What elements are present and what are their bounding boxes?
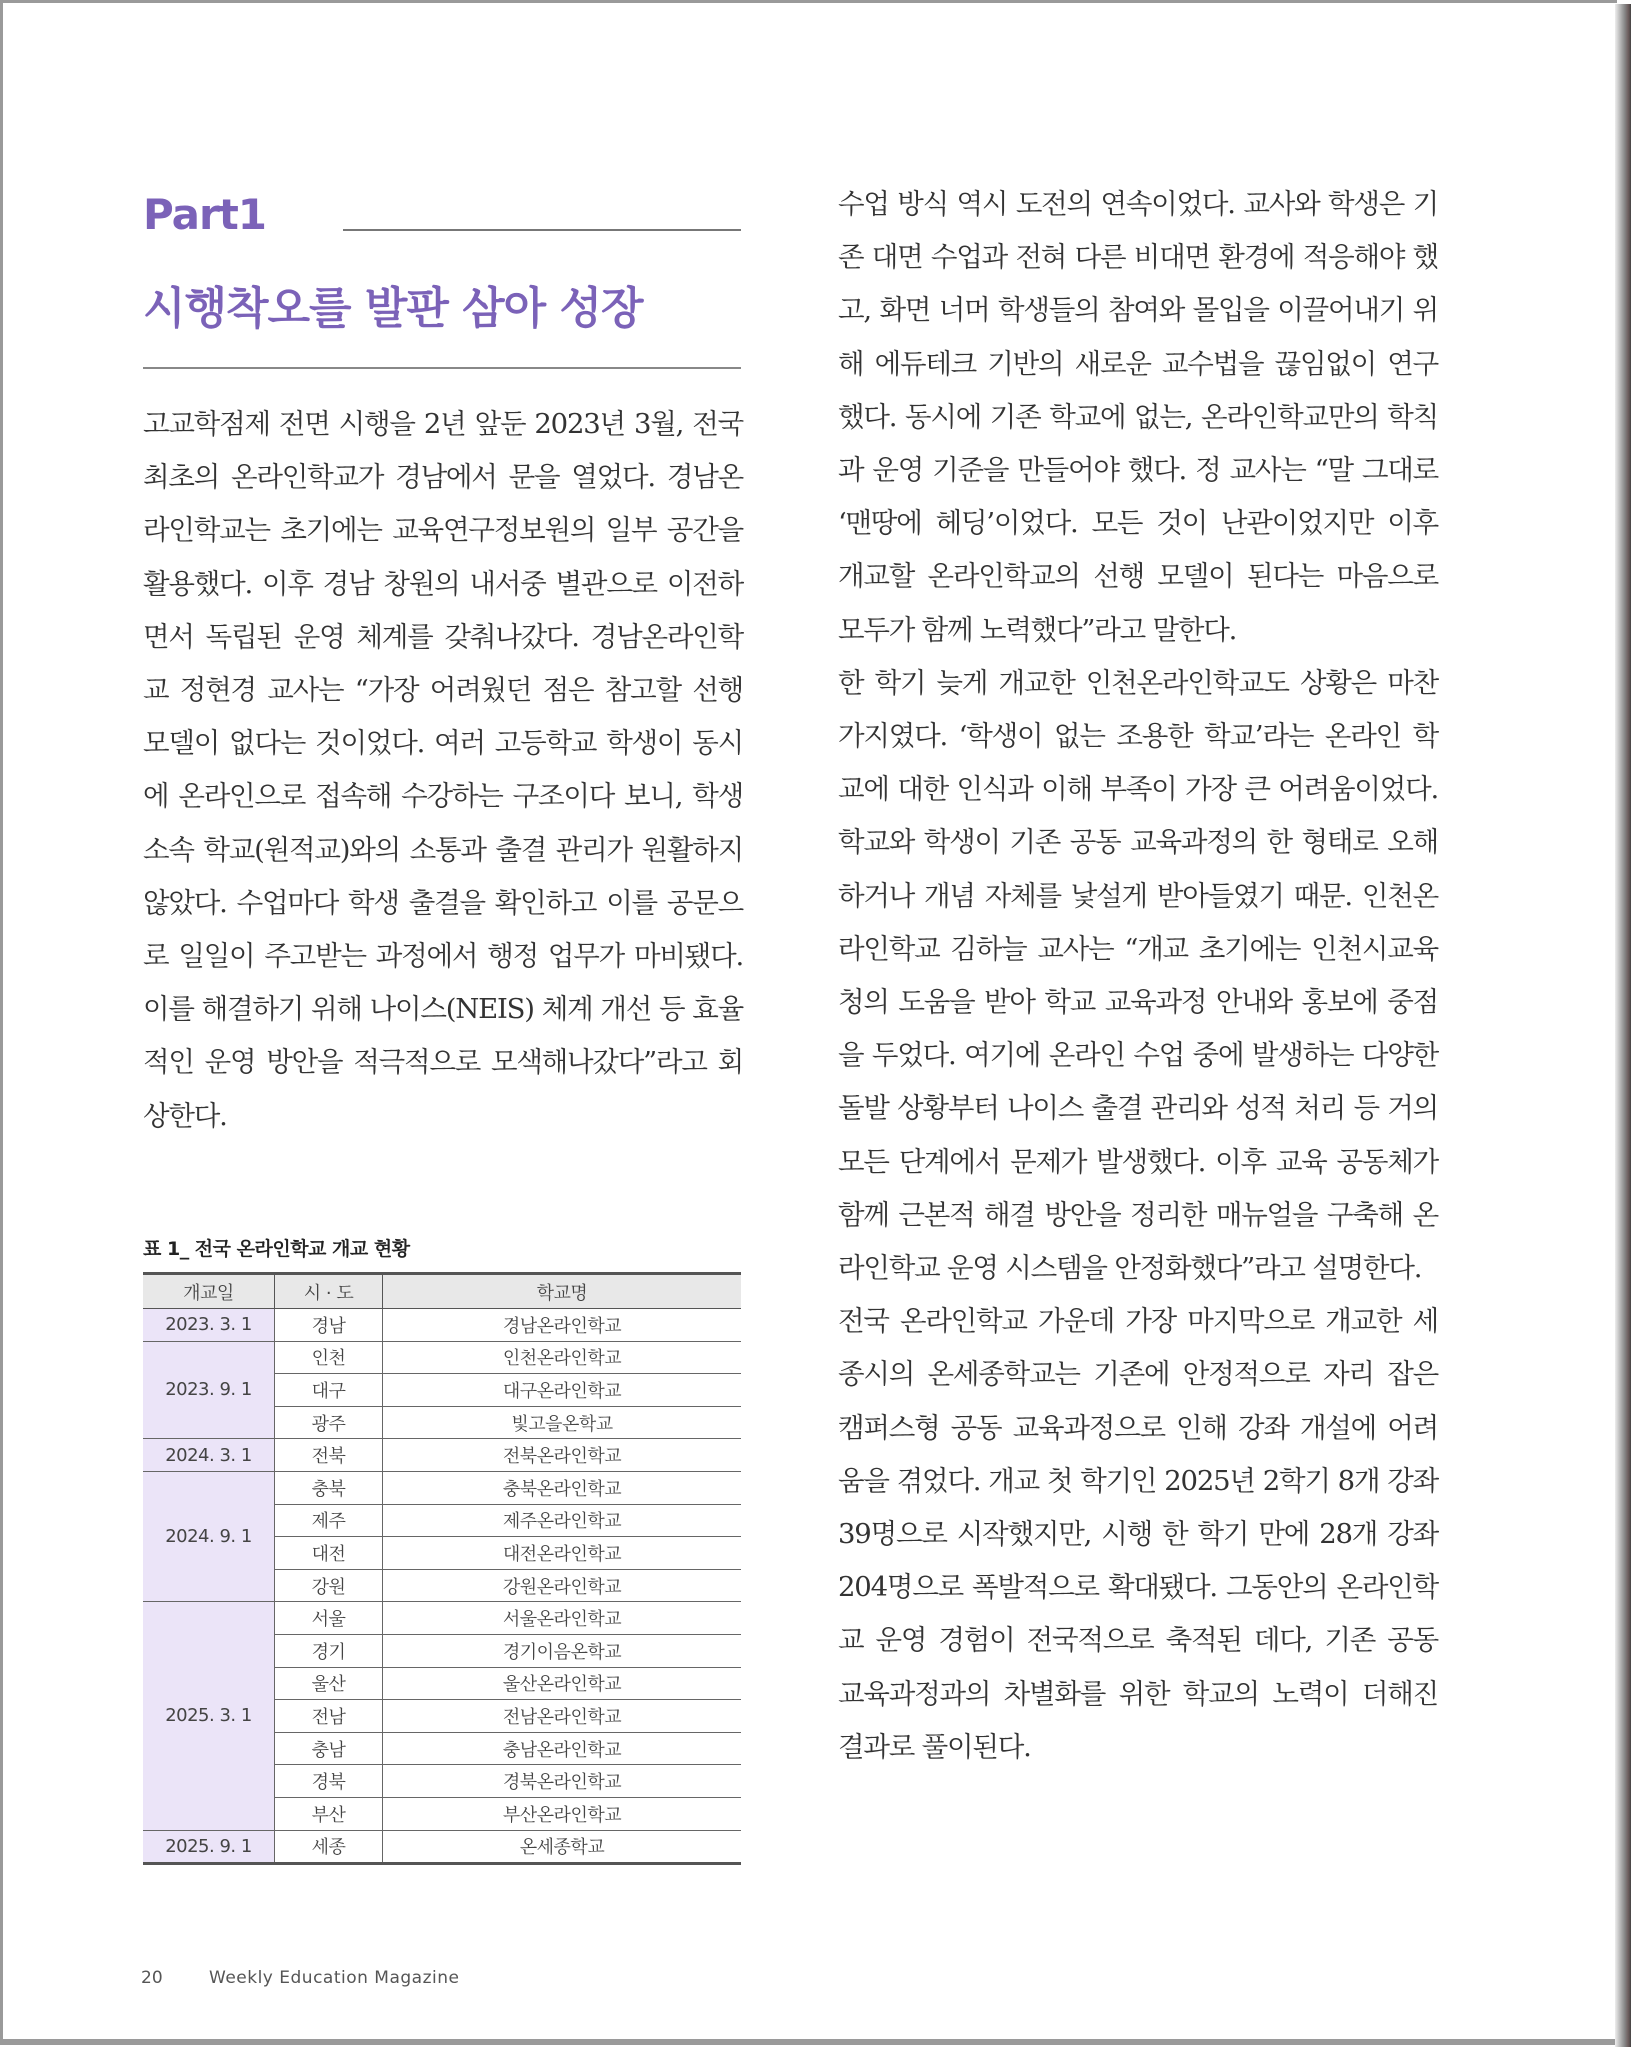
- cell-school: 온세종학교: [383, 1830, 742, 1864]
- cell-region: 경기: [275, 1634, 383, 1667]
- heading-rule: [343, 229, 741, 231]
- cell-region: 경북: [275, 1765, 383, 1798]
- cell-school: 인천온라인학교: [383, 1341, 742, 1374]
- cell-region: 제주: [275, 1504, 383, 1537]
- cell-school: 경기이음온학교: [383, 1634, 742, 1667]
- cell-school: 제주온라인학교: [383, 1504, 742, 1537]
- table-row: [143, 1471, 741, 1504]
- cell-school: 서울온라인학교: [383, 1602, 742, 1635]
- magazine-name: Weekly Education Magazine: [209, 1968, 460, 1988]
- cell-region: 대전: [275, 1537, 383, 1570]
- cell-date: 2023. 9. 1: [143, 1341, 275, 1439]
- header-school: 학교명: [383, 1274, 742, 1309]
- cell-date: 2024. 9. 1: [143, 1471, 275, 1601]
- cell-date: 2025. 3. 1: [143, 1602, 275, 1830]
- cell-school: 전남온라인학교: [383, 1700, 742, 1733]
- cell-date: 2024. 3. 1: [143, 1439, 275, 1472]
- cell-region: 강원: [275, 1569, 383, 1602]
- table-row: [143, 1309, 741, 1342]
- paragraph: 수업 방식 역시 도전의 연속이었다. 교사와 학생은 기존 대면 수업과 전혀 다른 비대면 환경에 적응해야 했고, 화면 너머 학생들의 참여와 몰입을 이끌어내기 위해 에듀테크 기반의 새로운 교수법을 끊임없이 연구했다. 동시에 기존 학교에 없는, 온라인학교만의 학칙과 운영 기준을 만들어야 했다. 정 교사는 “말 그대로 ‘맨땅에 헤딩’이었다. 모든 것이 난관이었지만 이후 개교할 온라인학교의 선행 모델이 된다는 마음으로 모두가 함께 노력했다”라고 말한다.: [838, 188, 1438, 646]
- table-header-row: [143, 1274, 741, 1309]
- cell-school: 빛고을온학교: [383, 1406, 742, 1439]
- cell-school: 경남온라인학교: [383, 1309, 742, 1342]
- cell-school: 울산온라인학교: [383, 1667, 742, 1700]
- table-row: [143, 1830, 741, 1864]
- cell-region: 울산: [275, 1667, 383, 1700]
- cell-region: 대구: [275, 1374, 383, 1407]
- paragraph: 고교학점제 전면 시행을 2년 앞둔 2023년 3월, 전국 최초의 온라인학교가 경남에서 문을 열었다. 경남온라인학교는 초기에는 교육연구정보원의 일부 공간을 활용했다. 이후 경남 창원의 내서중 별관으로 이전하면서 독립된 운영 체계를 갖춰나갔다. 경남온라인학교 정현경 교사는 “가장 어려웠던 점은 참고할 선행 모델이 없다는 것이었다. 여러 고등학교 학생이 동시에 온라인으로 접속해 수강하는 구조이다 보니, 학생 소속 학교(원적교)와의 소통과 출결 관리가 원활하지 않았다. 수업마다 학생 출결을 확인하고 이를 공문으로 일일이 주고받는 과정에서 행정 업무가 마비됐다. 이를 해결하기 위해 나이스(NEIS) 체계 개선 등 효율적인 운영 방안을 적극적으로 모색해나갔다”라고 회상한다.: [143, 408, 743, 1132]
- left-column: [143, 398, 743, 1143]
- part-label: Part1: [143, 190, 267, 239]
- cell-region: 전남: [275, 1700, 383, 1733]
- cell-region: 충북: [275, 1471, 383, 1504]
- cell-region: 전북: [275, 1439, 383, 1472]
- cell-region: 인천: [275, 1341, 383, 1374]
- title-rule: [143, 367, 741, 369]
- cell-school: 대구온라인학교: [383, 1374, 742, 1407]
- cell-region: 세종: [275, 1830, 383, 1864]
- cell-region: 광주: [275, 1406, 383, 1439]
- cell-school: 충북온라인학교: [383, 1471, 742, 1504]
- right-column: [838, 178, 1438, 1774]
- page-edge-shadow: [1615, 4, 1631, 2047]
- header-date: 개교일: [143, 1274, 275, 1309]
- paragraph: 한 학기 늦게 개교한 인천온라인학교도 상황은 마찬가지였다. ‘학생이 없는 조용한 학교’라는 온라인 학교에 대한 인식과 이해 부족이 가장 큰 어려움이었다. 학교와 학생이 기존 공동 교육과정의 한 형태로 오해하거나 개념 자체를 낯설게 받아들였기 때문. 인천온라인학교 김하늘 교사는 “개교 초기에는 인천시교육청의 도움을 받아 학교 교육과정 안내와 홍보에 중점을 두었다. 여기에 온라인 수업 중에 발생하는 다양한 돌발 상황부터 나이스 출결 관리와 성적 처리 등 거의 모든 단계에서 문제가 발생했다. 이후 교육 공동체가 함께 근본적 해결 방안을 정리한 매뉴얼을 구축해 온라인학교 운영 시스템을 안정화했다”라고 설명한다.: [838, 666, 1438, 1285]
- section-title: 시행착오를 발판 삼아 성장: [143, 283, 643, 334]
- page-number: 20: [141, 1968, 163, 1988]
- cell-region: 충남: [275, 1732, 383, 1765]
- cell-school: 부산온라인학교: [383, 1797, 742, 1830]
- cell-date: 2023. 3. 1: [143, 1309, 275, 1342]
- table-row: [143, 1439, 741, 1472]
- table-row: [143, 1341, 741, 1374]
- cell-school: 경북온라인학교: [383, 1765, 742, 1798]
- cell-region: 경남: [275, 1309, 383, 1342]
- cell-region: 서울: [275, 1602, 383, 1635]
- cell-region: 부산: [275, 1797, 383, 1830]
- header-region: 시 · 도: [275, 1274, 383, 1309]
- cell-date: 2025. 9. 1: [143, 1830, 275, 1864]
- cell-school: 충남온라인학교: [383, 1732, 742, 1765]
- cell-school: 대전온라인학교: [383, 1537, 742, 1570]
- paragraph: 전국 온라인학교 가운데 가장 마지막으로 개교한 세종시의 온세종학교는 기존에 안정적으로 자리 잡은 캠퍼스형 공동 교육과정으로 인해 강좌 개설에 어려움을 겪었다. 개교 첫 학기인 2025년 2학기 8개 강좌 39명으로 시작했지만, 시행 한 학기 만에 28개 강좌 204명으로 폭발적으로 확대됐다. 그동안의 온라인학교 운영 경험이 전국적으로 축적된 데다, 기존 공동 교육과정과의 차별화를 위한 학교의 노력이 더해진 결과로 풀이된다.: [838, 1305, 1438, 1763]
- cell-school: 전북온라인학교: [383, 1439, 742, 1472]
- school-opening-table: [143, 1272, 741, 1865]
- cell-school: 강원온라인학교: [383, 1569, 742, 1602]
- table-row: [143, 1602, 741, 1635]
- table-caption: 표 1_ 전국 온라인학교 개교 현황: [143, 1238, 410, 1260]
